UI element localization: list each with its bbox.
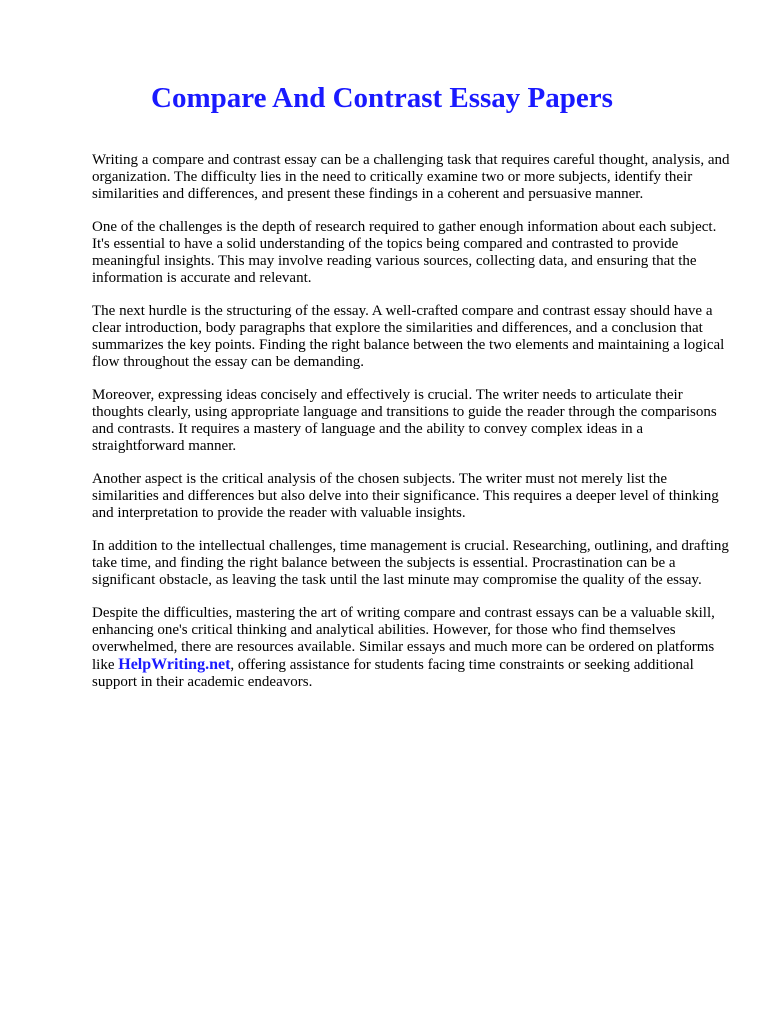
paragraph-time-management: In addition to the intellectual challenges, time management is crucial. Researching, outlining, and drafting take time, and finding the right balance between the subjects is essential. Procrastination can be a significant obstacle, as leaving the task until the last minute may compromise the quality of the essay. — [92, 538, 729, 588]
paragraph-intro: Writing a compare and contrast essay can be a challenging task that requires careful thought, analysis, and organization. The difficulty lies in the need to critically examine two or more subjects, identify their similarities and differences, and present these findings in a coherent and persuasive manner. — [92, 152, 730, 202]
conclusion-text-after-link: , offering assistance for students facing time constraints or seeking additional support in their academic endeavors. — [92, 657, 694, 690]
paragraph-conclusion — [92, 605, 732, 691]
conclusion-text-before-link: Despite the difficulties, mastering the art of writing compare and contrast essays can be a valuable skill, enhancing one's critical thinking and analytical abilities. However, for those who find themselves overwhelmed, there are resources available. Similar essays and much more can be ordered on platforms like — [92, 605, 715, 673]
paragraph-analysis: Another aspect is the critical analysis of the chosen subjects. The writer must not merely list the similarities and differences but also delve into their significance. This requires a deeper level of thinking and interpretation to provide the reader with valuable insights. — [92, 471, 719, 521]
helpwriting-link[interactable]: HelpWriting.net — [118, 656, 231, 673]
paragraph-expression: Moreover, expressing ideas concisely and effectively is crucial. The writer needs to articulate their thoughts clearly, using appropriate language and transitions to guide the reader through the comparisons and contrasts. It requires a mastery of language and the ability to convey complex ideas in a straightforward manner. — [92, 387, 717, 454]
page-title: Compare And Contrast Essay Papers — [151, 82, 613, 114]
paragraph-research: One of the challenges is the depth of research required to gather enough information about each subject. It's essential to have a solid understanding of the topics being compared and contrasted to provide meaningful insights. This may involve reading various sources, collecting data, and ensuring that the information is accurate and relevant. — [92, 219, 717, 286]
paragraph-structure: The next hurdle is the structuring of the essay. A well-crafted compare and contrast essay should have a clear introduction, body paragraphs that explore the similarities and differences, and a conclusion that summarizes the key points. Finding the right balance between the two elements and maintaining a logical flow throughout the essay can be demanding. — [92, 303, 725, 370]
